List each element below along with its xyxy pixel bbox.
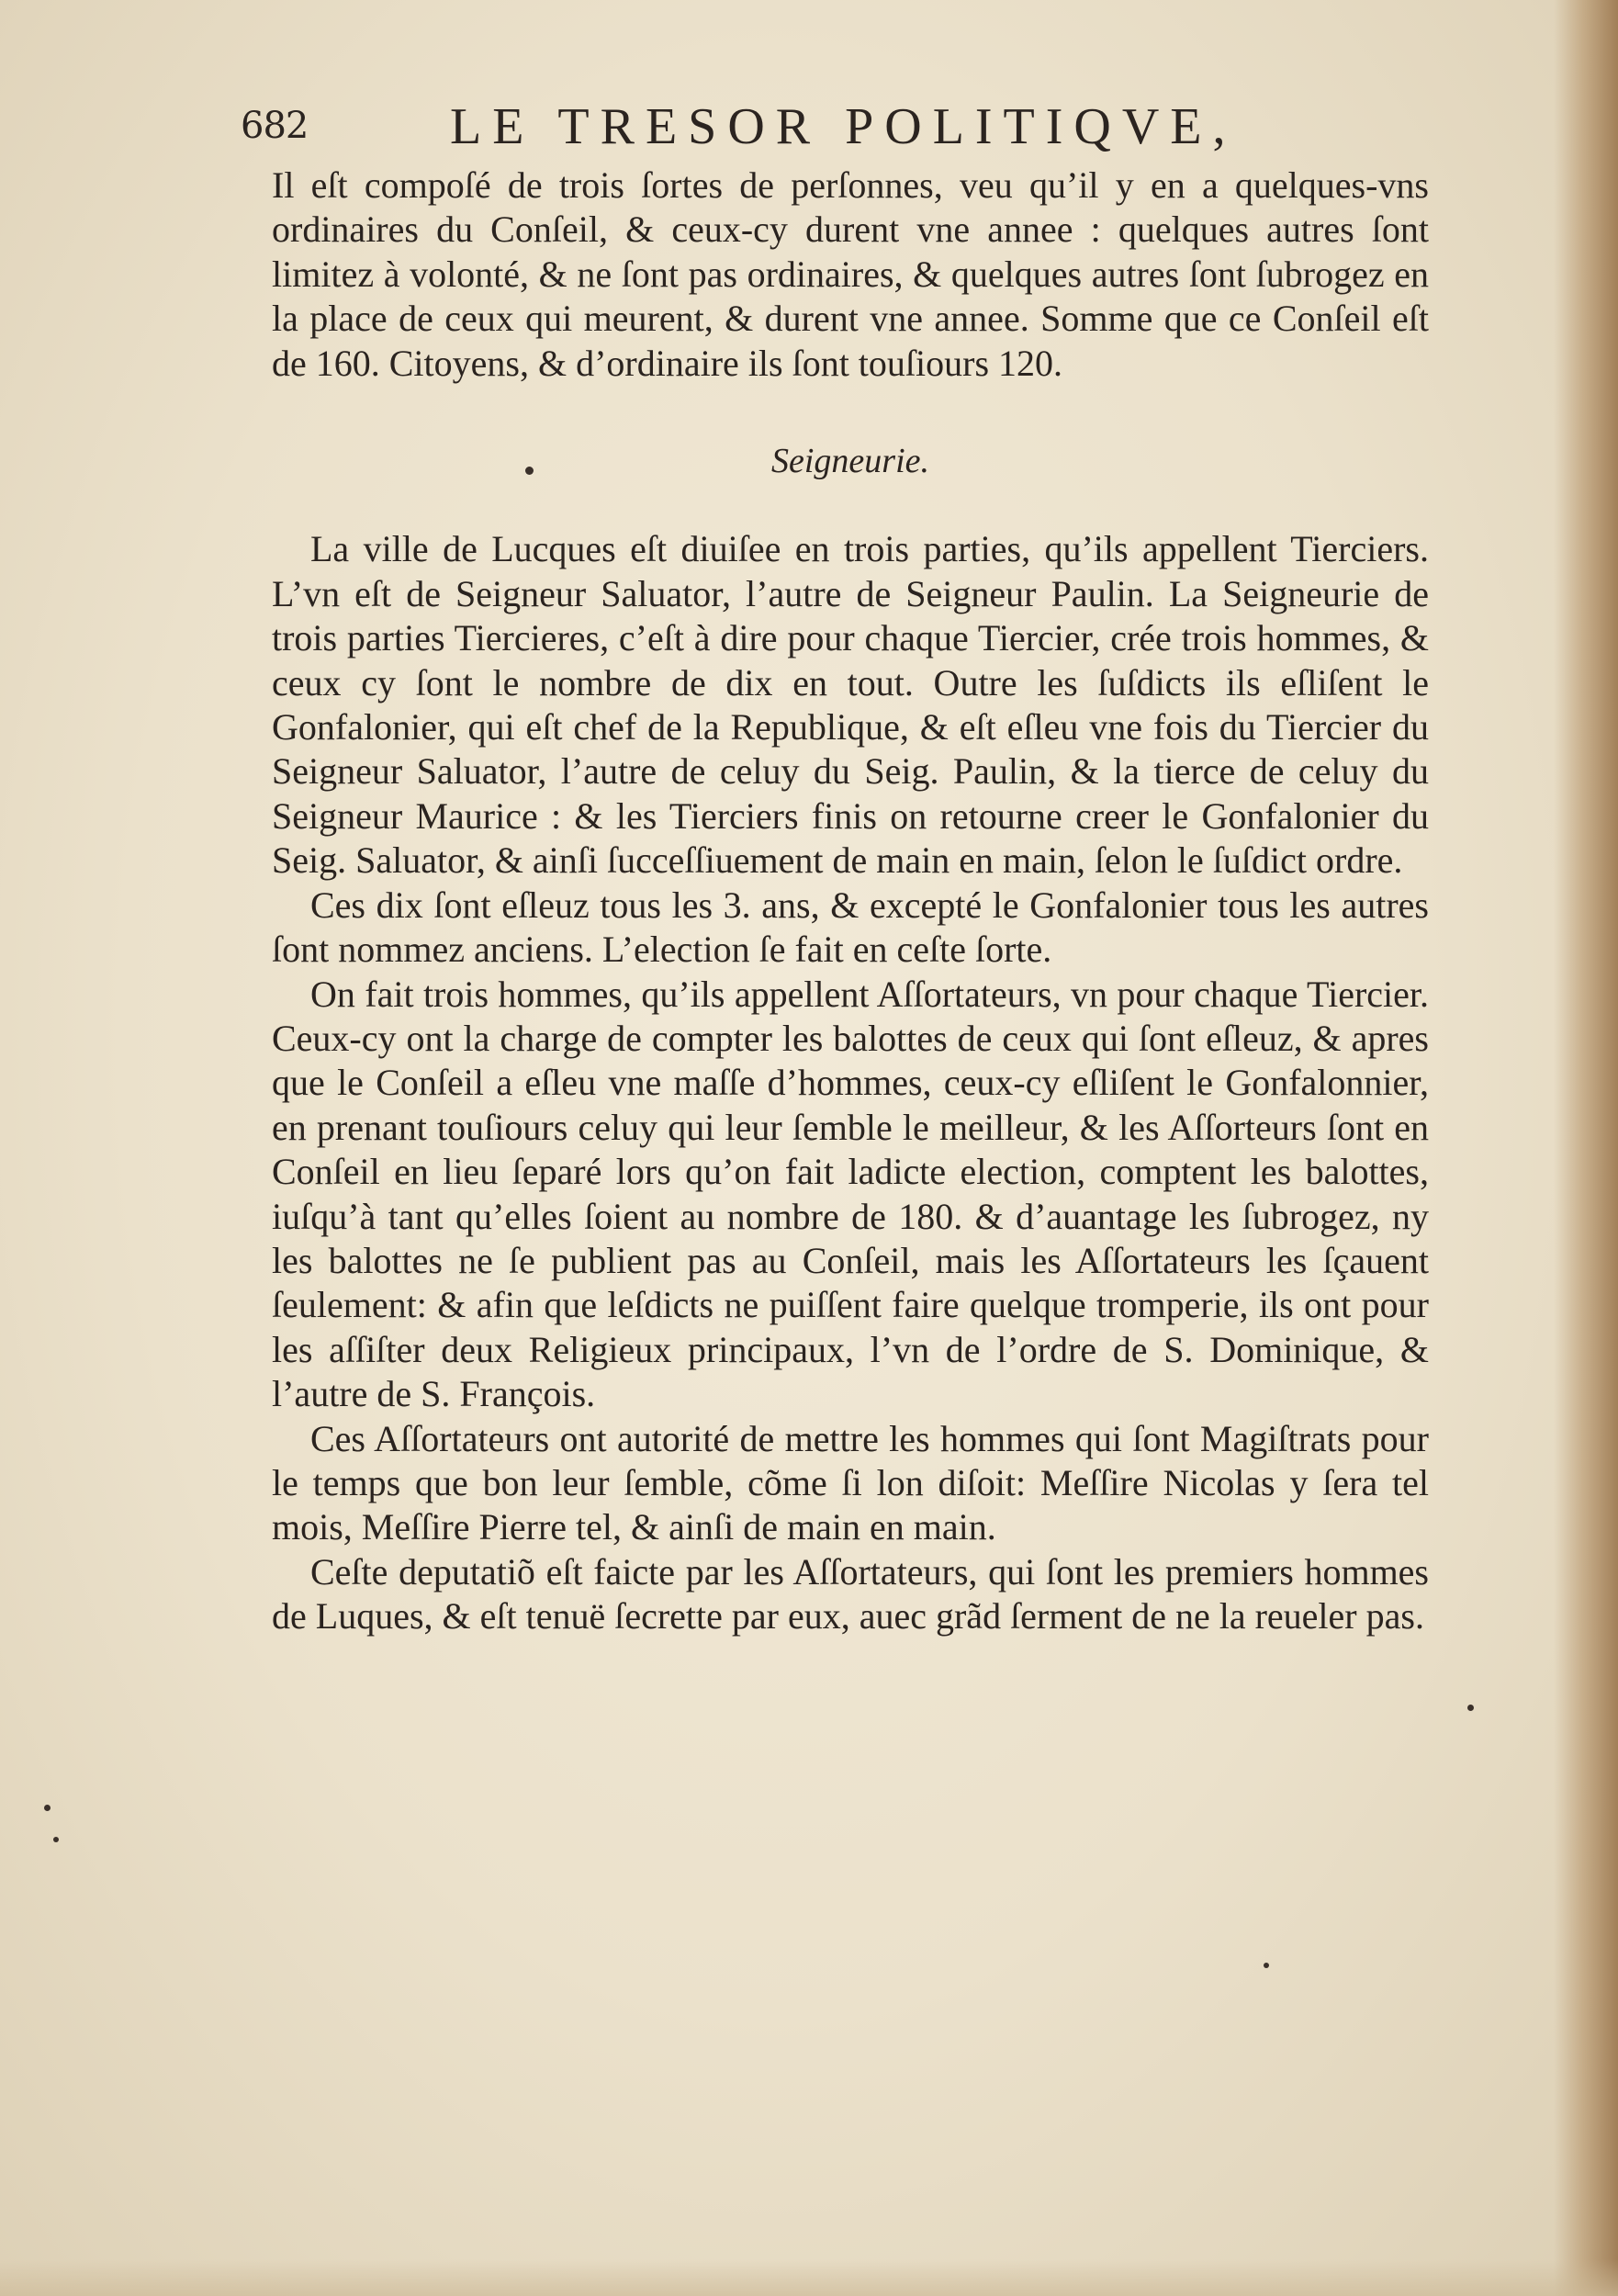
main-text	[272, 163, 1429, 1639]
paragraph-magistrats: Ces Aſſortateurs ont autorité de mettre les hommes qui ſont Magiſtrats pour le temps que bon leur ſemble, cõme ſi lon diſoit: Meſſire Nicolas y ſera tel mois, Meſſire Pierre tel, & ainſi de main en main.	[272, 1417, 1429, 1548]
ink-speck	[1467, 1705, 1474, 1711]
paragraph-conseil: Il eſt compoſé de trois ſortes de perſonnes, veu qu’il y en a quelques-vns ordinaires du Conſeil, & ceux-cy durent vne annee : quelques autres ſont limitez à volonté, & ne ſont pas ordinaires, & quelques autres ſont ſubrogez en la place de ceux qui meurent, & durent vne annee. Somme que ce Conſeil eſt de 160. Citoyens, & d’ordinaire ils ſont touſiours 120.	[272, 164, 1429, 384]
ink-speck	[1264, 1963, 1269, 1968]
paragraph-election: Ces dix ſont eſleuz tous les 3. ans, & excepté le Gonfalonier tous les autres ſont nommez anciens. L’election ſe fait en ceſte ſorte.	[272, 884, 1429, 971]
paragraph-deputation: Ceſte deputatiõ eſt faicte par les Aſſortateurs, qui ſont les premiers hommes de Luques, & eſt tenuë ſecrette par eux, auec grãd ſerment de ne la reueler pas.	[272, 1550, 1429, 1638]
running-title: LE TRESOR POLITIQVE,	[450, 98, 1237, 155]
ink-speck	[44, 1805, 51, 1811]
paragraph-seigneurie: La ville de Lucques eſt diuiſee en trois parties, qu’ils appellent Tierciers. L’vn eſt de Seigneur Saluator, l’autre de Seigneur Paulin. La Seigneurie de trois parties Tiercieres, c’eſt à dire pour chaque Tiercier, crée trois hommes, & ceux cy ſont le nombre de dix en tout. Outre les ſuſdicts ils eſliſent le Gonfalonier, qui eſt chef de la Republique, & eſt eſleu vne fois du Tiercier du Seigneur Saluator, l’autre de celuy du Seig. Paulin, & la tierce de celuy du Seigneur Maurice : & les Tierciers finis on retourne creer le Gonfalonier du Seig. Saluator, & ainſi ſucceſſiuement de main en main, ſelon le ſuſdict ordre.	[272, 528, 1429, 882]
page-edge-shadow	[1554, 0, 1618, 2296]
page-number: 682	[241, 105, 309, 147]
ink-speck	[53, 1837, 59, 1842]
ink-speck	[525, 467, 534, 475]
section-heading: Seigneurie.	[770, 442, 929, 481]
paragraph-assortateurs: On fait trois hommes, qu’ils appellent Aſſortateurs, vn pour chaque Tiercier. Ceux-cy ont la charge de compter les balottes de ceux qui ſont eſleuz, & apres que le Conſeil a eſleu vne maſſe d’hommes, ceux-cy eſliſent le Gonfalonnier, en prenant touſiours celuy qui leur ſemble le meilleur, & les Aſſorteurs ſont en Conſeil en lieu ſeparé lors qu’on fait ladicte election, comptent les balottes, iuſqu’à tant qu’elles ſoient au nombre de 180. & d’auantage les ſubrogez, ny les balottes ne ſe publient pas au Conſeil, mais les Aſſortateurs les ſçauent ſeulement: & afin que leſdicts ne puiſſent faire quelque tromperie, ils ont pour les aſſiſter deux Religieux principaux, l’vn de l’ordre de S. Dominique, & l’autre de S. François.	[272, 973, 1429, 1415]
page-bottom-shadow	[0, 2259, 1618, 2296]
